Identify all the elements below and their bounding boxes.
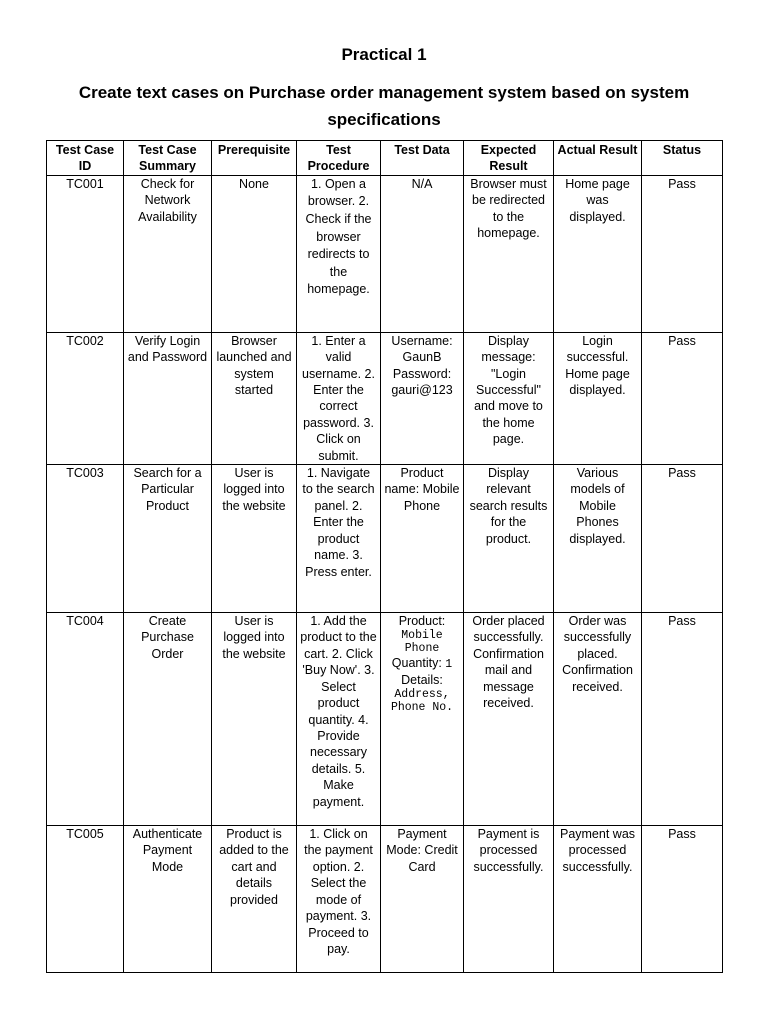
- cell-id: TC003: [47, 465, 124, 613]
- cell-expected: Browser must be redirected to the homepage.: [464, 175, 554, 332]
- cell-test-data: N/A: [381, 175, 464, 332]
- cell-summary: Authenticate Payment Mode: [124, 826, 212, 973]
- header-actual-result: Actual Result: [554, 141, 642, 176]
- cell-status: Pass: [642, 175, 723, 332]
- test-data-product-label: Product:: [398, 614, 446, 629]
- cell-test-data: Product name: Mobile Phone: [381, 465, 464, 613]
- cell-summary: Search for a Particular Product: [124, 465, 212, 613]
- test-data-quantity-label: Quantity:: [391, 656, 442, 671]
- cell-prerequisite: User is logged into the website: [212, 465, 297, 613]
- header-expected-result: Expected Result: [464, 141, 554, 176]
- cell-summary: Verify Login and Password: [124, 332, 212, 464]
- cell-id: TC005: [47, 826, 124, 973]
- header-test-procedure: Test Procedure: [297, 141, 381, 176]
- header-prerequisite: Prerequisite: [212, 141, 297, 176]
- page-title: Practical 1: [341, 45, 427, 64]
- cell-actual: Various models of Mobile Phones displayed.: [554, 465, 642, 613]
- cell-expected: Payment is processed successfully.: [464, 826, 554, 973]
- cell-actual: Payment was processed successfully.: [554, 826, 642, 973]
- cell-prerequisite: User is logged into the website: [212, 613, 297, 826]
- test-case-table: [46, 140, 723, 973]
- cell-procedure: 1. Open a browser. 2. Check if the browser redirects to the homepage.: [297, 175, 381, 332]
- header-test-case-summary: Test Case Summary: [124, 141, 212, 176]
- cell-status: Pass: [642, 332, 723, 464]
- cell-actual: Login successful. Home page displayed.: [554, 332, 642, 464]
- cell-procedure: 1. Add the product to the cart. 2. Click 'Buy Now'. 3. Select product quantity. 4. Provide necessary details. 5. Make payment.: [297, 613, 381, 826]
- test-data-quantity-value: 1: [445, 658, 453, 672]
- cell-test-data: [381, 613, 464, 826]
- cell-actual: Order was successfully placed. Confirmation received.: [554, 613, 642, 826]
- cell-prerequisite: None: [212, 175, 297, 332]
- cell-prerequisite: Browser launched and system started: [212, 332, 297, 464]
- cell-prerequisite: Product is added to the cart and details provided: [212, 826, 297, 973]
- table-row: [47, 826, 723, 973]
- cell-procedure: 1. Enter a valid username. 2. Enter the correct password. 3. Click on submit.: [297, 332, 381, 464]
- page-subtitle: Create text cases on Purchase order management system based on system specifications: [78, 83, 690, 129]
- cell-procedure: 1. Click on the payment option. 2. Select the mode of payment. 3. Proceed to pay.: [297, 826, 381, 973]
- cell-expected: Display message: "Login Successful" and move to the home page.: [464, 332, 554, 464]
- cell-id: TC001: [47, 175, 124, 332]
- table-row: [47, 613, 723, 826]
- cell-summary: Check for Network Availability: [124, 175, 212, 332]
- cell-procedure: 1. Navigate to the search panel. 2. Enter the product name. 3. Press enter.: [297, 465, 381, 613]
- cell-status: Pass: [642, 465, 723, 613]
- cell-id: TC004: [47, 613, 124, 826]
- table-row: [47, 465, 723, 613]
- cell-test-data: Payment Mode: Credit Card: [381, 826, 464, 973]
- header-test-case-id: Test Case ID: [47, 141, 124, 176]
- table-row: [47, 175, 723, 332]
- cell-actual: Home page was displayed.: [554, 175, 642, 332]
- header-test-data: Test Data: [381, 141, 464, 176]
- cell-expected: Order placed successfully. Confirmation mail and message received.: [464, 613, 554, 826]
- test-data-details-label: Details:: [401, 672, 443, 687]
- test-data-product-value: Mobile Phone: [401, 629, 443, 656]
- cell-status: Pass: [642, 826, 723, 973]
- header-status: Status: [642, 141, 723, 176]
- cell-id: TC002: [47, 332, 124, 464]
- cell-test-data: Username: GaunB Password: gauri@123: [381, 332, 464, 464]
- cell-summary: Create Purchase Order: [124, 613, 212, 826]
- table-header-row: [47, 141, 723, 176]
- cell-expected: Display relevant search results for the product.: [464, 465, 554, 613]
- table-row: [47, 332, 723, 464]
- cell-status: Pass: [642, 613, 723, 826]
- test-data-details-value: Address, Phone No.: [390, 688, 454, 715]
